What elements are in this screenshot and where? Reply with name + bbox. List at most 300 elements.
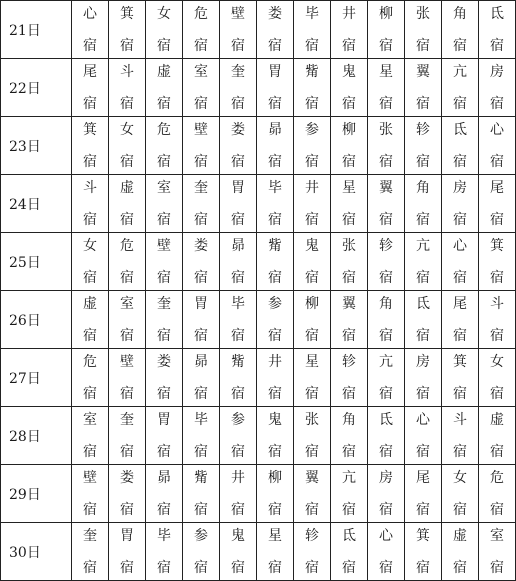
mansion-text	[257, 353, 293, 403]
mansion-text	[183, 121, 219, 171]
mansion-cell	[257, 59, 294, 117]
mansion-name: 参	[194, 527, 208, 544]
mansion-name: 氐	[342, 527, 356, 544]
mansion-suffix: 宿	[83, 37, 97, 54]
mansion-cell	[109, 465, 146, 523]
mansion-suffix: 宿	[83, 95, 97, 112]
mansion-name: 斗	[83, 179, 97, 196]
mansion-text	[442, 295, 478, 345]
mansion-text	[405, 63, 441, 113]
mansion-text	[146, 527, 182, 577]
mansion-cell	[146, 1, 183, 59]
mansion-cell	[146, 349, 183, 407]
mansion-cell	[294, 233, 331, 291]
mansion-name: 昴	[157, 469, 171, 486]
mansion-name: 虚	[157, 63, 171, 80]
day-label: 26日	[1, 291, 72, 349]
mansion-cell	[368, 465, 405, 523]
mansion-suffix: 宿	[83, 501, 97, 518]
mansion-text	[146, 179, 182, 229]
mansion-name: 奎	[231, 63, 245, 80]
mansion-suffix: 宿	[268, 211, 282, 228]
mansion-cell	[183, 117, 220, 175]
mansion-name: 角	[416, 179, 430, 196]
mansion-name: 心	[83, 5, 97, 22]
day-label: 25日	[1, 233, 72, 291]
mansion-text	[405, 5, 441, 55]
mansion-suffix: 宿	[379, 559, 393, 576]
mansion-cell	[146, 117, 183, 175]
mansion-cell	[479, 59, 516, 117]
mansion-name: 昴	[194, 353, 208, 370]
mansion-name: 尾	[490, 179, 504, 196]
mansion-cell	[109, 349, 146, 407]
mansion-cell	[368, 291, 405, 349]
mansion-cell	[331, 465, 368, 523]
mansion-suffix: 宿	[490, 269, 504, 286]
mansion-suffix: 宿	[157, 501, 171, 518]
mansion-name: 轸	[305, 527, 319, 544]
mansion-suffix: 宿	[416, 211, 430, 228]
mansion-name: 娄	[268, 5, 282, 22]
mansion-text	[442, 121, 478, 171]
mansion-name: 箕	[120, 5, 134, 22]
mansion-name: 虚	[453, 527, 467, 544]
mansion-text	[220, 63, 256, 113]
mansion-suffix: 宿	[194, 443, 208, 460]
mansion-name: 女	[83, 237, 97, 254]
mansion-cell	[220, 523, 257, 581]
mansion-cell	[331, 523, 368, 581]
mansion-name: 箕	[453, 353, 467, 370]
mansion-name: 毕	[157, 527, 171, 544]
mansion-cell	[257, 117, 294, 175]
mansion-cell	[72, 523, 109, 581]
mansion-cell	[183, 175, 220, 233]
mansion-cell	[479, 523, 516, 581]
mansion-text	[146, 469, 182, 519]
day-label: 24日	[1, 175, 72, 233]
mansion-suffix: 宿	[268, 37, 282, 54]
mansion-suffix: 宿	[379, 327, 393, 344]
mansion-suffix: 宿	[416, 37, 430, 54]
mansion-suffix: 宿	[157, 269, 171, 286]
mansion-name: 箕	[490, 237, 504, 254]
mansion-name: 娄	[231, 121, 245, 138]
mansion-text	[294, 121, 330, 171]
mansion-suffix: 宿	[453, 559, 467, 576]
mansion-name: 娄	[157, 353, 171, 370]
mansion-text	[220, 353, 256, 403]
mansion-suffix: 宿	[231, 501, 245, 518]
mansion-name: 壁	[157, 237, 171, 254]
mansion-suffix: 宿	[268, 501, 282, 518]
mansion-name: 星	[379, 63, 393, 80]
mansion-text	[72, 179, 108, 229]
mansion-suffix: 宿	[268, 385, 282, 402]
mansion-text	[294, 527, 330, 577]
mansion-cell	[331, 233, 368, 291]
mansion-cell	[442, 1, 479, 59]
mansion-name: 斗	[453, 411, 467, 428]
mansion-name: 室	[83, 411, 97, 428]
mansion-name: 井	[305, 179, 319, 196]
mansion-text	[72, 527, 108, 577]
mansion-text	[220, 179, 256, 229]
mansion-text	[331, 469, 367, 519]
mansion-cell	[72, 407, 109, 465]
mansion-suffix: 宿	[342, 269, 356, 286]
mansion-suffix: 宿	[416, 443, 430, 460]
mansion-suffix: 宿	[453, 269, 467, 286]
mansion-cell	[405, 407, 442, 465]
mansion-text	[183, 469, 219, 519]
mansion-cell	[146, 233, 183, 291]
mansion-text	[442, 63, 478, 113]
table-row	[1, 59, 516, 117]
mansion-text	[331, 353, 367, 403]
mansion-name: 女	[453, 469, 467, 486]
mansion-suffix: 宿	[416, 269, 430, 286]
mansion-name: 轸	[379, 237, 393, 254]
mansion-text	[220, 469, 256, 519]
mansion-name: 虚	[120, 179, 134, 196]
mansion-cell	[220, 117, 257, 175]
mansion-suffix: 宿	[490, 559, 504, 576]
mansion-text	[479, 5, 515, 55]
mansion-cell	[479, 233, 516, 291]
mansion-text	[146, 237, 182, 287]
mansion-text	[109, 237, 145, 287]
mansion-suffix: 宿	[83, 559, 97, 576]
mansion-cell	[294, 407, 331, 465]
mansion-cell	[294, 291, 331, 349]
mansion-suffix: 宿	[490, 501, 504, 518]
mansion-cell	[72, 1, 109, 59]
mansion-cell	[294, 465, 331, 523]
mansion-text	[294, 63, 330, 113]
mansion-suffix: 宿	[268, 153, 282, 170]
mansion-cell	[294, 59, 331, 117]
mansion-suffix: 宿	[120, 269, 134, 286]
table-row	[1, 175, 516, 233]
mansion-suffix: 宿	[157, 153, 171, 170]
mansion-name: 心	[416, 411, 430, 428]
mansion-name: 壁	[120, 353, 134, 370]
mansion-text	[368, 237, 404, 287]
mansion-text	[72, 353, 108, 403]
mansion-text	[479, 527, 515, 577]
mansion-name: 尾	[83, 63, 97, 80]
table-row	[1, 117, 516, 175]
table-row	[1, 233, 516, 291]
mansion-cell	[257, 465, 294, 523]
mansion-text	[109, 295, 145, 345]
mansion-text	[183, 411, 219, 461]
mansion-suffix: 宿	[490, 327, 504, 344]
day-label: 22日	[1, 59, 72, 117]
mansion-text	[479, 63, 515, 113]
mansion-name: 心	[490, 121, 504, 138]
mansion-text	[405, 527, 441, 577]
mansion-cell	[479, 117, 516, 175]
mansion-cell	[257, 175, 294, 233]
mansion-suffix: 宿	[305, 385, 319, 402]
mansion-name: 亢	[342, 469, 356, 486]
mansion-name: 壁	[231, 5, 245, 22]
mansion-name: 觜	[268, 237, 282, 254]
mansion-suffix: 宿	[453, 211, 467, 228]
mansion-text	[368, 295, 404, 345]
mansion-suffix: 宿	[120, 501, 134, 518]
mansion-suffix: 宿	[231, 269, 245, 286]
mansion-cell	[405, 349, 442, 407]
mansion-text	[72, 237, 108, 287]
mansion-cell	[257, 233, 294, 291]
mansion-suffix: 宿	[342, 37, 356, 54]
mansion-text	[294, 295, 330, 345]
mansion-name: 井	[268, 353, 282, 370]
mansion-name: 角	[453, 5, 467, 22]
mansion-suffix: 宿	[453, 37, 467, 54]
mansion-text	[368, 353, 404, 403]
mansion-suffix: 宿	[453, 327, 467, 344]
mansion-suffix: 宿	[268, 327, 282, 344]
mansion-text	[442, 527, 478, 577]
mansion-cell	[331, 59, 368, 117]
mansion-suffix: 宿	[416, 153, 430, 170]
mansion-text	[183, 5, 219, 55]
mansion-name: 箕	[416, 527, 430, 544]
mansion-cell	[109, 407, 146, 465]
mansion-suffix: 宿	[157, 37, 171, 54]
mansion-name: 轸	[342, 353, 356, 370]
mansion-suffix: 宿	[120, 559, 134, 576]
mansion-name: 危	[83, 353, 97, 370]
mansion-name: 井	[231, 469, 245, 486]
mansion-cell	[220, 349, 257, 407]
mansion-cell	[72, 117, 109, 175]
mansion-name: 虚	[490, 411, 504, 428]
mansion-cell	[220, 59, 257, 117]
mansion-text	[479, 295, 515, 345]
mansion-cell	[109, 117, 146, 175]
mansion-cell	[405, 523, 442, 581]
mansion-suffix: 宿	[342, 327, 356, 344]
mansion-name: 女	[490, 353, 504, 370]
mansion-name: 参	[305, 121, 319, 138]
mansion-cell	[294, 117, 331, 175]
mansion-text	[368, 121, 404, 171]
mansion-text	[294, 469, 330, 519]
mansion-name: 参	[268, 295, 282, 312]
mansion-suffix: 宿	[157, 327, 171, 344]
mansion-text	[220, 295, 256, 345]
mansion-name: 鬼	[342, 63, 356, 80]
mansion-cell	[442, 233, 479, 291]
mansion-cell	[72, 349, 109, 407]
mansion-name: 氐	[453, 121, 467, 138]
mansion-cell	[72, 291, 109, 349]
table-row	[1, 1, 516, 59]
mansion-name: 参	[231, 411, 245, 428]
mansion-suffix: 宿	[416, 559, 430, 576]
mansion-name: 女	[120, 121, 134, 138]
mansion-suffix: 宿	[157, 559, 171, 576]
mansion-cell	[331, 175, 368, 233]
mansion-suffix: 宿	[194, 153, 208, 170]
mansion-suffix: 宿	[231, 153, 245, 170]
mansion-name: 翼	[416, 63, 430, 80]
mansion-text	[109, 353, 145, 403]
mansion-cell	[442, 523, 479, 581]
mansion-text	[183, 527, 219, 577]
mansion-suffix: 宿	[231, 211, 245, 228]
mansion-text	[479, 353, 515, 403]
mansion-suffix: 宿	[305, 559, 319, 576]
mansion-suffix: 宿	[83, 211, 97, 228]
mansion-name: 柳	[379, 5, 393, 22]
table-row	[1, 465, 516, 523]
mansion-text	[405, 353, 441, 403]
mansion-name: 鬼	[231, 527, 245, 544]
mansion-text	[183, 295, 219, 345]
mansion-cell	[294, 1, 331, 59]
mansion-cell	[257, 523, 294, 581]
mansion-name: 房	[490, 63, 504, 80]
mansion-text	[442, 353, 478, 403]
mansion-name: 尾	[453, 295, 467, 312]
mansion-suffix: 宿	[490, 211, 504, 228]
mansion-text	[368, 411, 404, 461]
mansion-suffix: 宿	[305, 269, 319, 286]
mansion-cell	[220, 1, 257, 59]
mansion-cell	[257, 349, 294, 407]
mansion-cell	[183, 407, 220, 465]
mansion-text	[146, 5, 182, 55]
mansion-cell	[257, 1, 294, 59]
mansion-suffix: 宿	[268, 269, 282, 286]
mansion-name: 虚	[83, 295, 97, 312]
mansion-text	[220, 527, 256, 577]
mansion-text	[479, 237, 515, 287]
mansion-suffix: 宿	[305, 327, 319, 344]
mansion-suffix: 宿	[268, 443, 282, 460]
mansion-cell	[146, 175, 183, 233]
table-row	[1, 523, 516, 581]
mansion-cell	[183, 1, 220, 59]
mansion-name: 斗	[490, 295, 504, 312]
mansion-cell	[183, 349, 220, 407]
mansion-name: 氐	[379, 411, 393, 428]
mansion-text	[257, 121, 293, 171]
mansion-suffix: 宿	[120, 327, 134, 344]
mansion-cell	[405, 233, 442, 291]
mansion-text	[294, 411, 330, 461]
mansion-suffix: 宿	[379, 37, 393, 54]
mansion-text	[257, 237, 293, 287]
mansion-name: 昴	[231, 237, 245, 254]
mansion-name: 心	[379, 527, 393, 544]
mansion-text	[183, 237, 219, 287]
mansion-text	[257, 5, 293, 55]
mansion-text	[405, 469, 441, 519]
mansion-name: 危	[120, 237, 134, 254]
mansion-cell	[183, 291, 220, 349]
mansion-cell	[405, 117, 442, 175]
mansion-suffix: 宿	[231, 443, 245, 460]
mansion-suffix: 宿	[231, 385, 245, 402]
mansion-suffix: 宿	[490, 385, 504, 402]
mansion-text	[405, 179, 441, 229]
mansion-text	[368, 469, 404, 519]
mansion-suffix: 宿	[120, 385, 134, 402]
mansion-suffix: 宿	[120, 153, 134, 170]
mansion-suffix: 宿	[157, 211, 171, 228]
mansion-suffix: 宿	[305, 153, 319, 170]
mansion-cell	[146, 465, 183, 523]
mansion-name: 房	[379, 469, 393, 486]
mansion-suffix: 宿	[416, 327, 430, 344]
mansion-suffix: 宿	[157, 385, 171, 402]
mansion-name: 胃	[231, 179, 245, 196]
day-label: 21日	[1, 1, 72, 59]
mansion-text	[109, 63, 145, 113]
mansion-suffix: 宿	[231, 37, 245, 54]
mansion-text	[368, 5, 404, 55]
mansion-cell	[368, 349, 405, 407]
mansion-name: 奎	[120, 411, 134, 428]
mansion-suffix: 宿	[194, 385, 208, 402]
mansion-text	[257, 63, 293, 113]
mansion-suffix: 宿	[379, 501, 393, 518]
mansion-cell	[109, 59, 146, 117]
mansion-cell	[479, 175, 516, 233]
mansion-cell	[368, 233, 405, 291]
table-row	[1, 291, 516, 349]
mansion-name: 娄	[120, 469, 134, 486]
mansion-suffix: 宿	[268, 559, 282, 576]
mansion-name: 房	[416, 353, 430, 370]
mansion-text	[331, 121, 367, 171]
mansion-text	[72, 63, 108, 113]
mansion-name: 奎	[83, 527, 97, 544]
mansion-cell	[331, 291, 368, 349]
mansion-name: 氐	[416, 295, 430, 312]
mansion-text	[442, 469, 478, 519]
mansion-cell	[146, 59, 183, 117]
mansion-text	[442, 179, 478, 229]
mansion-text	[146, 121, 182, 171]
mansion-name: 壁	[194, 121, 208, 138]
mansion-suffix: 宿	[342, 153, 356, 170]
mansion-text	[294, 237, 330, 287]
mansion-cell	[368, 59, 405, 117]
mansion-name: 箕	[83, 121, 97, 138]
mansion-name: 危	[194, 5, 208, 22]
mansion-cell	[220, 465, 257, 523]
mansion-text	[331, 63, 367, 113]
mansion-name: 星	[268, 527, 282, 544]
mansion-name: 鬼	[268, 411, 282, 428]
mansion-suffix: 宿	[342, 385, 356, 402]
mansion-text	[405, 295, 441, 345]
mansion-cell	[220, 291, 257, 349]
mansion-text	[442, 5, 478, 55]
mansion-suffix: 宿	[120, 95, 134, 112]
mansion-suffix: 宿	[453, 153, 467, 170]
mansion-cell	[257, 291, 294, 349]
